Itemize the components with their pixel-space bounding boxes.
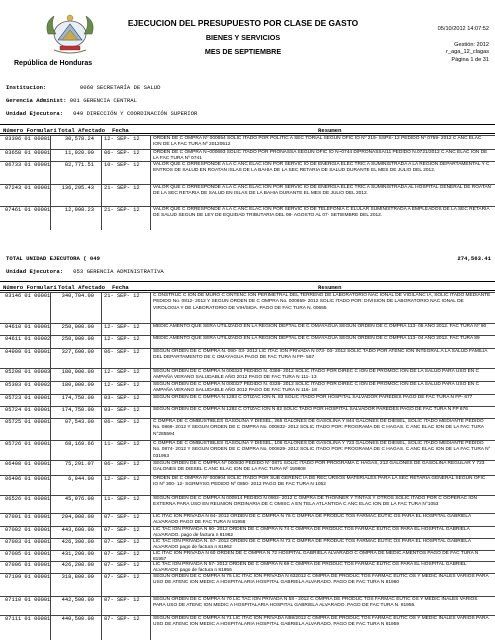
summary-cell: ORDEN DE C OMPRA N~000693 SOLIC ITADO POR PRONASSA SEGUN OFIC IO N~0744 D/PRONASSA/11 PEDIDO N.0721/2012 C ANC ELAC ION DE LA FAC TURA Nº 0741 bbox=[153, 150, 488, 162]
form-number: 05723 01 00001 bbox=[5, 395, 51, 401]
column-divider bbox=[50, 440, 51, 461]
table-row bbox=[0, 349, 495, 369]
table-row bbox=[0, 476, 495, 496]
summary-cell: VALOR QUE C ORRESPONDE A LA C ANC ELAC ION POR SERVIC IO DE ENERGIA ELEC TRIC A SUMINISTRADA AL HOSPITAL GENERAL DE ROATAN DE LA SEC RETARIA DE SALUD EN ISLAS DE LA BAHIA DURANTE EL MES DE JULIO DEL 2012. bbox=[153, 185, 492, 197]
column-divider bbox=[101, 596, 102, 616]
column-divider bbox=[101, 573, 102, 597]
total-affected: 11,920.00 bbox=[64, 150, 94, 156]
column-divider bbox=[150, 615, 151, 640]
column-divider bbox=[150, 460, 151, 476]
date-cell: 12- SEP- 12 bbox=[104, 324, 140, 330]
total-affected: 75,291.07 bbox=[64, 461, 94, 467]
column-divider bbox=[150, 573, 151, 597]
column-divider bbox=[50, 348, 51, 369]
column-divider bbox=[50, 184, 51, 207]
summary-cell: ORDEN DE C OMPRA Nº 000904 SOLIC ITADO POR SUB GERENC IA DE REC URSOS MATERIALES PARA LA SEC RETARIA GENERAL SEGUN OFIC IO Nº 300- 12- SGRMYSG PEDIDO Nº 0850- 2012 PAGO DE FAC TURA N 1052 bbox=[153, 476, 486, 488]
column-divider bbox=[50, 513, 51, 527]
total-affected: 30,578.24 bbox=[64, 136, 94, 142]
date-cell: 12- SEP- 12 bbox=[104, 382, 140, 388]
summary-cell: LIC TAC ION PRIVADA N. 67- 2012 ORDEN DE C OMPRA N 73 C OMPRA DE PRODUC TOS FARMAC EUTIC OS PARA EL HOSPITAL GABRIELA ALVARADO pago de factura n 81962 bbox=[153, 539, 471, 551]
summary-cell: SEGUN ORDEN DE C OMPRA N 000914 PEDIDO N 0902- 2012 C OMPRA DE THONNER Y TINTAS Y OTROS SOLIC ITADO POR C OOPERAC ION EXTERNA PARA USO EN REUNION ORDINARIA DE C OMISC A EN TELA ATLANTIDA C ANC ELAC ION DE LA FAC TURA N°1053 bbox=[153, 496, 477, 508]
column-divider bbox=[101, 440, 102, 461]
date-cell: 07- SEP- 12 bbox=[104, 551, 140, 557]
date-cell: 06- SEP- 12 bbox=[104, 419, 140, 425]
form-number: 06408 01 00001 bbox=[5, 461, 51, 467]
total-unidad-049: TOTAL UNIDAD EJECUTORA ( 049 274,563.41 bbox=[6, 255, 491, 262]
report-meta bbox=[437, 26, 489, 64]
col-formulario: Número Formulari bbox=[3, 127, 57, 134]
total-affected: 340,704.00 bbox=[61, 293, 94, 299]
summary-cell: C OMPRA DE C OMBUSTIBLES GASOLINA Y DIESEL, 265 GALONES DE GASOLINA Y 844 GALONES DE DIESEL, SOLIC ITADO MEDIANTE PEDIDO No. 0869- 2012 Y SEGUN ORDEN DE C OMPRA No. 000832- 2012 SOLIC ITADO POR: PROGRAMA DE C HAGAS. C ANC ELAC ION DE LA FAC TURA N°285594 bbox=[153, 419, 484, 437]
column-divider bbox=[50, 596, 51, 616]
column-divider bbox=[150, 368, 151, 382]
report-month: MES DE SEPTIEMBRE bbox=[204, 47, 282, 56]
summary-cell: VALOR QUE C ORRESPONDE A LA C ANC ELAC ION POR SERVIC IO DE TELEFONIA C ELULAR SUMINISTRADA A EMPLEADOS DE LA SEC RETARIA DE SALUD SEGUN DE LEY DE EQUIDAD TRIBUTARIA DEL 08- AGOSTO AL 07- SETIEMBRE DEL 2012. bbox=[153, 207, 490, 219]
date-cell: 06- SEP- 12 bbox=[104, 349, 140, 355]
summary-cell: SEGUN ORDEN DE C OMPRA N 000323 PEDIDO N. 0369- 2012 SOLIC ITADO POR DIREC C ION DE PROMOC ION DE LA SALUD PARA USO EN C AMPAÑA VERANO SALUDABLE AÑO 2012 PAGO DE FAC TURA N 111- 13 bbox=[153, 369, 480, 381]
column-divider bbox=[101, 335, 102, 349]
column-divider bbox=[50, 475, 51, 496]
total-affected: 440,500.00 bbox=[61, 616, 94, 622]
column-divider bbox=[101, 495, 102, 514]
column-divider bbox=[101, 292, 102, 324]
summary-cell: SEGUN ORDEN DE C OMPRA N 1282 C OTIZAC ION N 82 SOLIC TADO POR HOSPITAL SALVADOR PAREDES PAGO DE FAC TURA N FP 676 bbox=[153, 407, 468, 412]
col-total-2: Total Afectado bbox=[58, 284, 105, 291]
column-divider bbox=[150, 495, 151, 514]
column-divider bbox=[150, 184, 151, 207]
total-affected: 6,944.00 bbox=[68, 476, 94, 482]
page-number: Página 1 de 31 bbox=[451, 56, 489, 63]
form-number: 04610 01 00001 bbox=[5, 324, 51, 330]
form-number: 04909 01 00001 bbox=[5, 349, 51, 355]
column-divider bbox=[101, 418, 102, 441]
summary-cell: LIC TAC ION PRIVADA N 57- 2012 ORDEN DE C OMPRA N 69 C OMPRA DE PRODUC TOS FARMAC EUTIC OS PARA EL HOSPITAL GABRIEL ALVARADO pago de factura n 81956 bbox=[153, 562, 467, 574]
total-affected: 318,800.00 bbox=[61, 574, 94, 580]
summary-cell: SEGUN ORDEN DE C OMPRA N. 090- 03- 2012 LIC ITAC ION PRIVADA N 073- 03- 2012 SOLIC TADO POR ATENC ION INTEGRAL A LA SALUD FAMILIA DEL DEPARTAMENTO DE C OMAYAGUA PAGO DE FAC TURA N FP- 567 bbox=[153, 349, 488, 361]
column-divider bbox=[101, 368, 102, 382]
date-cell: 12- SEP- 12 bbox=[104, 336, 140, 342]
coat-of-arms-icon bbox=[40, 10, 100, 56]
total-affected: 180,000.00 bbox=[61, 369, 94, 375]
report-timestamp: 05/10/2012 14:07:52 bbox=[437, 26, 489, 32]
form-number: 06733 01 00001 bbox=[5, 162, 51, 168]
total-affected: 294,000.00 bbox=[61, 514, 94, 520]
date-cell: 21- SEP- 12 bbox=[104, 207, 140, 213]
date-cell: 07- SEP- 12 bbox=[104, 597, 140, 603]
date-cell: 06- SEP- 12 bbox=[104, 150, 140, 156]
unidad-value: 049 DIRECCIÓN Y COORDINACIÓN SUPERIOR bbox=[73, 110, 198, 117]
date-cell: 07- SEP- 12 bbox=[104, 562, 140, 568]
form-number: 07006 01 00001 bbox=[5, 562, 51, 568]
form-number: 05298 01 00003 bbox=[5, 369, 51, 375]
column-divider bbox=[101, 184, 102, 207]
summary-cell: ORDEN DE C OMPRA Nº 000654 SOLIC ITADO POR POLITIC A SEC TORIAL SEGUN OFIC IO Nº 219- SSPS- 12 PEDIDO Nº 0759- 2012 C ANC ELAC ION DE LA FAC TURA Nº 20120512 bbox=[153, 136, 482, 148]
form-number: 07001 01 00001 bbox=[5, 514, 51, 520]
form-number: 03396 01 00001 bbox=[5, 136, 51, 142]
form-number: 05726 01 00001 bbox=[5, 441, 51, 447]
date-cell: 11- SEP- 12 bbox=[104, 441, 140, 447]
form-number: 07110 01 00001 bbox=[5, 597, 51, 603]
total-affected: 180,000.00 bbox=[61, 382, 94, 388]
report-system: Gestión: 2012 bbox=[454, 42, 489, 48]
total-unidad-049-value: 274,563.41 bbox=[457, 255, 491, 262]
table-row bbox=[0, 136, 495, 150]
form-number: 07005 01 00001 bbox=[5, 551, 51, 557]
col-resumen-2: Resumen bbox=[318, 284, 342, 291]
summary-cell: SEGUN ORDEN DE C OMPRA N 1283 C OTIZAC ION N. 83 SOLIC ITADO POR HOSPITAL SALVADOR PAREDES PAGO DE FAC TURA N FP- 677 bbox=[153, 395, 473, 400]
column-divider bbox=[50, 460, 51, 476]
date-cell: 12- SEP- 12 bbox=[104, 136, 140, 142]
summary-cell: SEGUN ORDEN DE C OMPRA N 70 LIC TAC ION PRIVADA N 58 - 2012 C OMPRA DE PRODUC TOS FARMAC EUTIC OS Y MEDIC INALES VARIOS PARA USO DE ATENC ION MEDIC A HOSPITALARIA HOSPITAL GABRIELA ALVARADO. PAGO DE FAC TURA N. 81955. bbox=[153, 597, 478, 609]
table-row bbox=[0, 574, 495, 597]
report-title: EJECUCION DEL PRESUPUESTO POR CLASE DE GASTO bbox=[127, 18, 359, 28]
total-affected: 12,998.23 bbox=[64, 207, 94, 213]
column-divider bbox=[150, 381, 151, 395]
form-number: 05724 01 00001 bbox=[5, 407, 51, 413]
form-number: 05303 01 00002 bbox=[5, 382, 51, 388]
date-cell: 07- SEP- 12 bbox=[104, 514, 140, 520]
column-divider bbox=[50, 615, 51, 640]
summary-cell: MEDIC AMENTO QUE SERA UTILIZADO EN LA REGION DEPTAL DE C OMAYAGUA SEGUN ORDEN DE C OMPRA 113- 05 AÑO 2012. FAC TURA Nº 90 bbox=[153, 324, 487, 329]
column-divider bbox=[50, 381, 51, 395]
column-divider bbox=[150, 161, 151, 185]
unidad-053-value: 053 GERENCIA ADMINISTRATIVA bbox=[73, 268, 164, 275]
table-row bbox=[0, 616, 495, 640]
column-divider bbox=[101, 381, 102, 395]
gerencia-line: Gerencia Administ: 001 GERENCIA CENTRAL bbox=[6, 97, 137, 104]
summary-cell: LIC ITAC ION PRIVADA N 64- 2012 ORDEN DE C OMPRA N 76 C OMPRA DE PRODUC TOS FARMAC EUTIC OS PARA EL HOSPITAL GABRIELA ALVARADO PAGO DE FAC TURA N 81958 bbox=[153, 514, 471, 526]
form-number: 07243 01 00001 bbox=[5, 185, 51, 191]
summary-cell: LIC TAC ION PRIVADA N 60- 2012 ORDEN DE C OMPRA N 74 C OMPRA DE PRODUC TOS FARMAC EUTIC OS PARA EL HOSPITAL GABRIELA ALVARADO. pago de factura n 81962 bbox=[153, 527, 470, 539]
table-row bbox=[0, 461, 495, 476]
gerencia-value: 001 GERENCIA CENTRAL bbox=[69, 97, 137, 104]
column-divider bbox=[150, 596, 151, 616]
column-divider bbox=[50, 135, 51, 150]
total-affected: 68,169.66 bbox=[64, 441, 94, 447]
form-number: 06496 01 00001 bbox=[5, 476, 51, 482]
summary-cell: C ONSTRUC C ION DE MURO C ONTENC ION PERIMETRAL DEL TERRENO DE LABORATORIO NAC IONAL DE VIGILANC IA, SOLIC ITADO MEDIANTE PEDIDO No. 0812- 2012 Y SEGUN ORDEN DE C OMPRA No. 000659- 2012 SOLIC ITADO POR: DIVISION DE LABORATORIO NAC IONAL DE VIROLOGIA Y DE LABORATORIO DE VIH/SIDA. PAGO DE FAC TURA N. 00655 bbox=[153, 293, 491, 311]
col-resumen: Resumen bbox=[318, 127, 342, 134]
column-divider bbox=[101, 161, 102, 185]
form-number: 04611 01 00002 bbox=[5, 336, 51, 342]
table-row bbox=[0, 162, 495, 185]
column-divider bbox=[50, 292, 51, 324]
total-affected: 174,750.00 bbox=[61, 407, 94, 413]
table-row bbox=[0, 597, 495, 616]
col-fecha-2: Fecha bbox=[112, 284, 129, 291]
date-cell: 12- SEP- 12 bbox=[104, 369, 140, 375]
form-number: 06526 01 00001 bbox=[5, 496, 51, 502]
date-cell: 07- SEP- 12 bbox=[104, 527, 140, 533]
date-cell: 21- SEP- 12 bbox=[104, 293, 140, 299]
column-divider bbox=[50, 495, 51, 514]
total-affected: 136,295.43 bbox=[61, 185, 94, 191]
summary-cell: MEDIC AMENTO QUE SERA UTILIZADO EN LA REGION DEPTAL DE C OMAYAGUA SEGUN ORDEN DE C OMPRA 113- 04 AÑO 2012. FAC TURA 89 bbox=[153, 336, 480, 341]
date-cell: 07- SEP- 12 bbox=[104, 616, 140, 622]
report-title-block bbox=[118, 18, 368, 56]
column-header bbox=[0, 124, 495, 134]
column-header-2 bbox=[0, 281, 495, 291]
date-cell: 06- SEP- 12 bbox=[104, 461, 140, 467]
form-number: 03146 01 00001 bbox=[5, 293, 51, 299]
column-divider bbox=[150, 513, 151, 527]
column-divider bbox=[101, 348, 102, 369]
date-cell: 03- SEP- 12 bbox=[104, 395, 140, 401]
column-divider bbox=[50, 418, 51, 441]
institution-value: 0060 SECRETARÍA DE SALUD bbox=[79, 84, 161, 91]
form-number: 07111 01 00001 bbox=[5, 616, 51, 622]
table-row bbox=[0, 293, 495, 324]
column-divider bbox=[101, 513, 102, 527]
date-cell: 07- SEP- 12 bbox=[104, 574, 140, 580]
total-affected: 97,543.00 bbox=[64, 419, 94, 425]
column-divider bbox=[50, 368, 51, 382]
column-divider bbox=[101, 460, 102, 476]
summary-cell: SEGUN ORDEN DE C OMPRA N 75 LIC ITAC ION PRIVADA N 632012 C OMPRA DE PRODUC TOS FARMAC EUTIC OS Y MEDIC INALES VARIOS PARA USO DE ATENC ION MEDIC A HOSPITALARIA HOSPITAL GABRIELA ALVARADO. PAGO DE FAC TURA N 81960 bbox=[153, 574, 489, 586]
form-number: 07461 01 00001 bbox=[5, 207, 51, 213]
column-divider bbox=[50, 206, 51, 230]
total-affected: 174,750.00 bbox=[61, 395, 94, 401]
table-row bbox=[0, 496, 495, 514]
column-divider bbox=[50, 573, 51, 597]
date-cell: 12- SEP- 12 bbox=[104, 476, 140, 482]
report-header bbox=[0, 0, 495, 80]
column-divider bbox=[101, 135, 102, 150]
column-divider bbox=[150, 292, 151, 324]
col-total: Total Afectado bbox=[58, 127, 105, 134]
total-affected: 442,500.00 bbox=[61, 597, 94, 603]
date-cell: 21- SEP- 12 bbox=[104, 185, 140, 191]
table-row bbox=[0, 419, 495, 441]
summary-cell: SEGUN ORDEN DE C OMPRA N 71 LIC ITAC ION PRIVADA N59/2012 C OMPRA DE PRODUC TOS FARMAC EUTIC OS Y MEDIC INALES VARIOS PARA USO DE ATENC ION MEDIC A HOSPITALARIA HOSPITAL GABRIELA ALVARADO. PAGO DE FAC TURA N 81959 bbox=[153, 616, 489, 628]
form-number: 07003 01 00001 bbox=[5, 539, 51, 545]
column-divider bbox=[150, 475, 151, 496]
total-affected: 443,600.00 bbox=[61, 527, 94, 533]
date-cell: 11- SEP- 12 bbox=[104, 496, 140, 502]
column-divider bbox=[150, 440, 151, 461]
report-subtitle: BIENES Y SERVICIOS bbox=[205, 33, 281, 42]
column-divider bbox=[150, 348, 151, 369]
column-divider bbox=[101, 206, 102, 230]
total-affected: 82,771.51 bbox=[64, 162, 94, 168]
table-row bbox=[0, 185, 495, 207]
form-number: 03658 01 00001 bbox=[5, 150, 51, 156]
total-affected: 250,000.00 bbox=[61, 324, 94, 330]
total-affected: 327,600.00 bbox=[61, 349, 94, 355]
col-fecha: Fecha bbox=[112, 127, 129, 134]
form-number: 05725 01 00001 bbox=[5, 419, 51, 425]
summary-cell: C OMPRA DE C OMBUSTIBLES GASOLINA Y DIESEL, 106 GALONES DE GASOLINA Y 723 GALONES DE DIESEL, SOLIC ITADO MEDIANTE PEDIDO No. 0874- 2012 Y SEGUN ORDEN DE C OMPRA No. 000829- 2012 SOLIC ITADO POR: PROGRAMA DE C HAGAS. C ANC ELAC ION DE LA FAC TURA N° 031963 bbox=[153, 441, 491, 459]
report-code: r_aga_12_clagas bbox=[446, 49, 489, 56]
unidad-053-line: Unidad Ejecutora: 053 GERENCIA ADMINISTRATIVA bbox=[6, 268, 164, 275]
table-row bbox=[0, 207, 495, 230]
date-cell: 03- SEP- 12 bbox=[104, 407, 140, 413]
institution-line: Institucion: 0060 SECRETARÍA DE SALUD bbox=[6, 84, 161, 91]
total-affected: 45,976.00 bbox=[64, 496, 94, 502]
total-affected: 250,000.00 bbox=[61, 336, 94, 342]
summary-cell: SEGUN ORDEN DE C OMPRA N 000327 PEDIDO N. 0328- 2012 SOLIC ITADO POR DIREC C ION DE PROMOC ION DE LA SALUD PARA USO EN C AMPAÑA VERANO SALUDABLE AÑO 2012 PAGO DE FAC TURA N 116- 18 bbox=[153, 382, 480, 394]
form-number: 07002 01 00001 bbox=[5, 527, 51, 533]
total-affected: 426,200.00 bbox=[61, 562, 94, 568]
column-divider bbox=[150, 135, 151, 150]
summary-cell: SEGUN ORDEN DE C OMPRA Nº 000830 PEDIDO Nº 0871 SOLIC ITADO POR PROGRAMA C HAGAS, 212 GALONES DE GASOLINA REGULAR Y 723 GALONES DE DIESEL C ANC ELAC ION DE LA FAC TURA Nº 159808 bbox=[153, 461, 485, 473]
date-cell: 07- SEP- 12 bbox=[104, 539, 140, 545]
column-divider bbox=[101, 615, 102, 640]
column-divider bbox=[50, 161, 51, 185]
form-number: 07109 01 00001 bbox=[5, 574, 51, 580]
column-divider bbox=[150, 335, 151, 349]
summary-cell: VALOR QUE C ORRESPONDE A LA C ANC ELAC ION POR SERVIC IO DE ENERGIA ELEC TRIC A SUMINISTRADA A LA REGION DEPARTAMENTAL Y C ENTROS DE SALUD EN ROATAN ISLAS DE LA BAHIA DE LA SEC RETARIA DE SALUD DURANTE EL MES DE JULIO DEL 2012. bbox=[153, 162, 490, 174]
total-affected: 431,200.00 bbox=[61, 551, 94, 557]
column-divider bbox=[101, 475, 102, 496]
date-cell: 10- SEP- 12 bbox=[104, 162, 140, 168]
summary-cell: LIC ITAC ION PRIVADA N 60 ORDEN DE C OMPRA N 72 HOSPITAL GABRIELA ALVARADO C OMPRA DE MEDIC AMENTOS PAGO DE FAC TURA N 81957 bbox=[153, 551, 479, 563]
column-divider bbox=[150, 418, 151, 441]
column-divider bbox=[50, 335, 51, 349]
column-divider bbox=[150, 206, 151, 230]
unidad-line: Unidad Ejecutora: 049 DIRECCIÓN Y COORDINACIÓN SUPERIOR bbox=[6, 110, 198, 117]
col-formulario-2: Número Formulari bbox=[3, 284, 57, 291]
country-label: República de Honduras bbox=[14, 60, 93, 67]
total-affected: 426,300.00 bbox=[61, 539, 94, 545]
table-row bbox=[0, 441, 495, 461]
